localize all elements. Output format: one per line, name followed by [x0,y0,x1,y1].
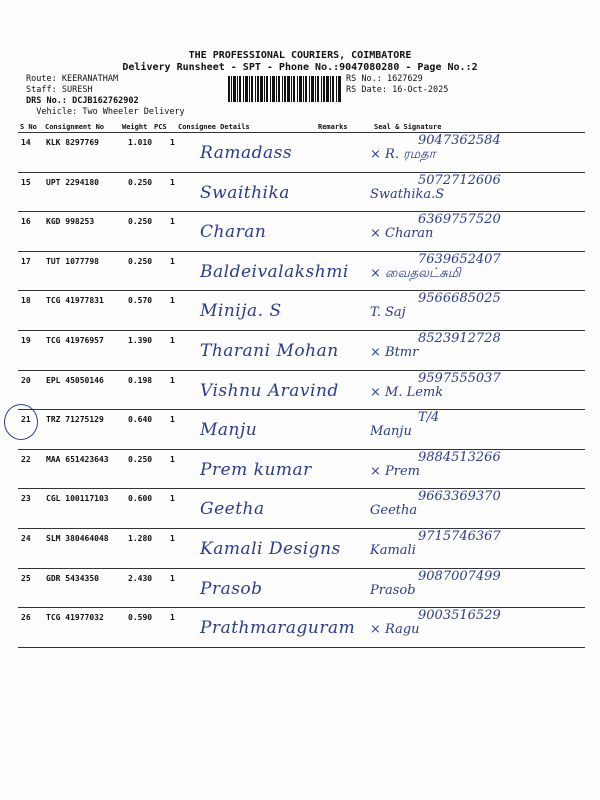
row-consignment: MAA 651423643 [46,454,109,464]
col-weight: Weight [122,123,148,131]
row-consignment: TCG 41977032 [46,613,104,623]
route-info [26,74,185,118]
row-pcs: 1 [170,256,175,266]
row-pcs: 1 [170,296,175,306]
row-consignment: SLM 380464048 [46,533,109,543]
row-consignee-name: Manju [200,420,258,441]
table-header [18,122,585,132]
delivery-table [18,122,585,648]
row-sno: 24 [21,533,31,543]
row-phone: T/4 [418,410,440,426]
row-consignee-name: Swaithika [200,182,290,203]
rs-info [346,74,448,96]
row-consignment: CGL 100117103 [46,494,109,504]
row-consignee-name: Ramadass [200,143,293,163]
row-signature: Swathika.S [370,186,445,202]
barcode [228,76,341,102]
row-sno: 19 [21,335,31,345]
table-row [18,211,585,251]
row-consignee-name: Kamali Designs [200,538,341,559]
row-consignee-name: Charan [200,222,267,243]
table-row [18,607,585,648]
row-signature: × Btmr [370,344,419,360]
vehicle-value: Two Wheeler Delivery [82,107,185,117]
row-signature: Prasob [370,582,416,598]
table-row [18,290,585,330]
vehicle-label: Vehicle: [36,107,78,117]
row-signature: T. Saj [370,305,406,321]
row-pcs: 1 [170,454,175,464]
row-consignment: EPL 45050146 [46,375,104,385]
row-phone: 6369757520 [418,212,501,228]
table-body [18,132,585,648]
row-phone: 9087007499 [418,568,501,584]
company-title: THE PROFESSIONAL COURIERS, COIMBATORE [188,50,412,61]
table-row [18,568,585,608]
table-row [18,330,585,370]
row-consignee-name: Minija. S [200,301,282,322]
row-signature: × R. ரமதா [370,147,436,162]
row-weight: 1.390 [128,335,153,345]
table-row [18,528,585,568]
row-signature: Manju [370,424,412,440]
row-weight: 0.590 [128,613,153,623]
row-consignee-name: Tharani Mohan [200,340,339,361]
row-pcs: 1 [170,335,175,345]
col-seal-signature: Seal & Signature [374,123,442,131]
row-sno: 26 [21,613,31,623]
row-phone: 9715746367 [418,528,501,544]
row-signature: × M. Lemk [370,384,444,400]
row-signature: × Ragu [370,622,420,638]
row-sno: 14 [21,138,31,147]
staff-label: Staff: [26,85,57,95]
row-phone: 9884513266 [418,449,501,465]
row-phone: 5072712606 [418,172,501,188]
table-row [18,409,585,449]
row-consignment: KGD 998253 [46,217,95,227]
row-sno: 17 [21,256,31,266]
table-row [18,449,585,489]
rs-no-value: 1627629 [386,74,423,84]
table-row [18,172,585,212]
row-sno: 21 [21,415,31,425]
row-phone: 7639652407 [418,251,501,267]
row-consignment: TRZ 71275129 [46,415,104,425]
row-signature: × வைதலட்சுமி [370,265,461,281]
circled-row-mark [4,404,38,440]
row-phone: 8523912728 [418,330,501,346]
drs-label: DRS No.: [26,96,67,106]
row-weight: 0.250 [128,256,153,266]
row-signature: × Prem [370,463,421,479]
row-weight: 1.010 [128,138,153,147]
row-weight: 0.250 [128,454,153,464]
table-row [18,132,585,172]
row-sno: 18 [21,296,31,306]
row-sno: 25 [21,573,31,583]
row-pcs: 1 [170,573,175,583]
row-consignment: TUT 1077798 [46,256,99,266]
table-row [18,488,585,528]
col-sno: S No [20,123,37,131]
route-value: KEERANATHAM [61,74,119,84]
row-consignee-name: Prathmaraguram [200,618,356,639]
table-row [18,370,585,410]
route-label: Route: [26,74,57,84]
row-weight: 0.198 [128,375,153,385]
table-row [18,251,585,291]
row-sno: 15 [21,177,31,187]
rs-no-label: RS No.: [346,74,382,84]
row-consignment: GDR 5434350 [46,573,99,583]
row-weight: 0.570 [128,296,153,306]
row-pcs: 1 [170,533,175,543]
row-consignee-name: Vishnu Aravind [200,380,339,401]
row-sno: 16 [21,217,31,227]
col-consignment: Consignment No [45,123,105,131]
row-weight: 1.280 [128,533,153,543]
drs-value: DCJB162762902 [72,96,139,106]
row-sno: 23 [21,494,31,504]
row-weight: 2.430 [128,573,153,583]
row-weight: 0.640 [128,415,153,425]
row-phone: 9566685025 [418,291,501,307]
row-pcs: 1 [170,138,175,147]
row-signature: Geetha [370,503,418,519]
row-consignment: TCG 41977831 [46,296,104,306]
row-weight: 0.250 [128,177,153,187]
row-pcs: 1 [170,613,175,623]
row-phone: 9663369370 [418,489,501,505]
row-pcs: 1 [170,494,175,504]
row-consignee-name: Geetha [200,499,265,520]
row-consignment: TCG 41976957 [46,335,104,345]
col-pcs: PCS [154,123,167,131]
row-consignment: KLK 8297769 [46,138,99,147]
col-consignee: Consignee Details [178,123,250,131]
staff-value: SURESH [61,85,93,95]
row-signature: × Charan [370,226,434,242]
row-weight: 0.250 [128,217,153,227]
row-consignee-name: Baldeivalakshmi [200,261,349,282]
row-pcs: 1 [170,415,175,425]
row-consignee-name: Prem kumar [200,459,312,480]
rs-date-value: 16-Oct-2025 [392,85,449,95]
row-phone: 9047362584 [418,133,501,148]
rs-date-label: RS Date: [346,85,387,95]
row-sno: 20 [21,375,31,385]
row-pcs: 1 [170,375,175,385]
row-pcs: 1 [170,217,175,227]
row-sno: 22 [21,454,31,464]
row-pcs: 1 [170,177,175,187]
runsheet-subtitle: Delivery Runsheet - SPT - Phone No.:9047080280 - Page No.:2 [122,62,478,73]
row-consignment: UPT 2294180 [46,177,99,187]
row-phone: 9003516529 [418,608,501,624]
row-phone: 9597555037 [418,370,501,386]
col-remarks: Remarks [318,123,348,131]
row-weight: 0.600 [128,494,153,504]
row-signature: Kamali [370,542,416,558]
row-consignee-name: Prasob [200,578,263,599]
